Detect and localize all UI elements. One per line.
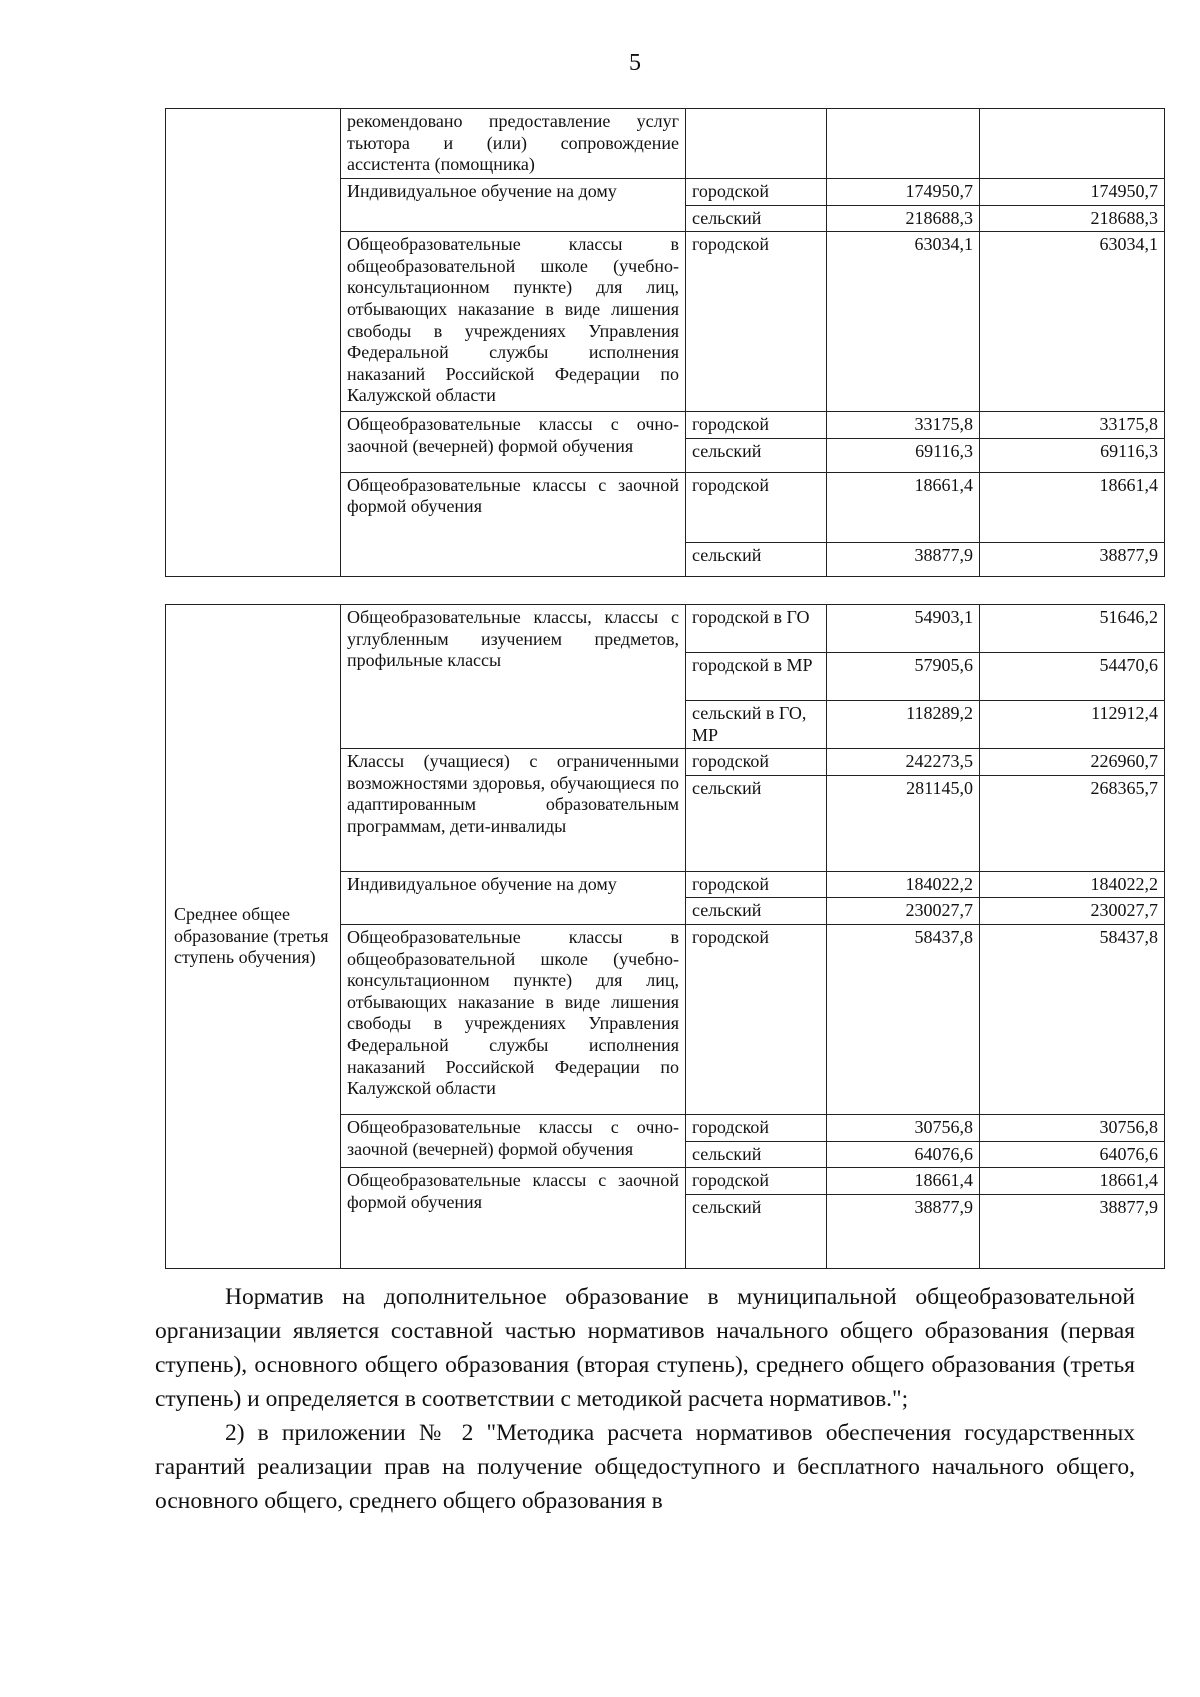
- value-cell: 64076,6: [980, 1141, 1165, 1168]
- value-cell: 33175,8: [980, 412, 1165, 439]
- value-cell: 18661,4: [827, 472, 980, 542]
- row-label: Общеобразовательные классы с заочной формой обучения: [341, 472, 686, 576]
- table-row: [166, 605, 1165, 653]
- table-row: [166, 109, 1165, 179]
- value-cell: 184022,2: [980, 871, 1165, 898]
- value-cell: 18661,4: [827, 1168, 980, 1195]
- row-label: рекомендовано предоставление услуг тьютора и (или) сопровождение ассистента (помощника): [341, 109, 686, 179]
- value-cell: 30756,8: [980, 1114, 1165, 1141]
- value-cell: 118289,2: [827, 701, 980, 749]
- area-type: городской: [686, 871, 827, 898]
- area-type: городской: [686, 232, 827, 412]
- row-label: Общеобразовательные классы, классы с углубленным изучением предметов, профильные классы: [341, 605, 686, 749]
- value-cell: 38877,9: [827, 542, 980, 576]
- area-type: сельский: [686, 898, 827, 925]
- area-type: сельский: [686, 542, 827, 576]
- area-type: сельский: [686, 205, 827, 232]
- row-label: Классы (учащиеся) с ограниченными возможностями здоровья, обучающиеся по адаптированным образовательным программам, дети-инвалиды: [341, 749, 686, 872]
- area-type: городской в МР: [686, 653, 827, 701]
- area-type: городской: [686, 749, 827, 776]
- area-type: городской: [686, 179, 827, 206]
- value-cell: 38877,9: [827, 1194, 980, 1268]
- area-type: городской: [686, 472, 827, 542]
- paragraph-appendix-2: 2) в приложении № 2 "Методика расчета нормативов обеспечения государственных гарантий реализации прав на получение общедоступного и бесплатного начального общего, основного общего, среднего общего образования в: [155, 1420, 1135, 1514]
- value-cell: 38877,9: [980, 542, 1165, 576]
- value-cell: 30756,8: [827, 1114, 980, 1141]
- value-cell: 230027,7: [827, 898, 980, 925]
- value-cell: 33175,8: [827, 412, 980, 439]
- value-cell: 174950,7: [827, 179, 980, 206]
- value-cell: 69116,3: [980, 438, 1165, 472]
- area-type: городской: [686, 1114, 827, 1141]
- value-cell: 268365,7: [980, 775, 1165, 871]
- row-label: Общеобразовательные классы с заочной формой обучения: [341, 1168, 686, 1269]
- value-cell: 54903,1: [827, 605, 980, 653]
- value-cell: 57905,6: [827, 653, 980, 701]
- area-type: городской в ГО: [686, 605, 827, 653]
- row-label: Общеобразовательные классы в общеобразовательной школе (учебно-консультационном пункте) для лиц, отбывающих наказание в виде лишения свободы в учреждениях Управления Федеральной службы исполнения наказаний Российской Федерации по Калужской области: [341, 924, 686, 1114]
- row-label: Общеобразовательные классы с очно-заочной (вечерней) формой обучения: [341, 1114, 686, 1167]
- area-type: сельский в ГО, МР: [686, 701, 827, 749]
- value-cell: 218688,3: [827, 205, 980, 232]
- norms-table: [165, 108, 1165, 577]
- row-label: Общеобразовательные классы в общеобразовательной школе (учебно-консультационном пункте) для лиц, отбывающих наказание в виде лишения свободы в учреждениях Управления Федеральной службы исполнения наказаний Российской Федерации по Калужской области: [341, 232, 686, 412]
- norms-table-block2: [165, 604, 1165, 1269]
- area-type: сельский: [686, 1194, 827, 1268]
- value-cell: 230027,7: [980, 898, 1165, 925]
- area-type: городской: [686, 412, 827, 439]
- value-cell: 18661,4: [980, 1168, 1165, 1195]
- value-cell: 51646,2: [980, 605, 1165, 653]
- page-number: 5: [629, 50, 641, 76]
- value-cell: 58437,8: [980, 924, 1165, 1114]
- value-cell: 63034,1: [827, 232, 980, 412]
- value-cell: 184022,2: [827, 871, 980, 898]
- value-cell: 242273,5: [827, 749, 980, 776]
- value-cell: 226960,7: [980, 749, 1165, 776]
- area-type: сельский: [686, 775, 827, 871]
- value-cell: 63034,1: [980, 232, 1165, 412]
- value-cell: 64076,6: [827, 1141, 980, 1168]
- value-cell: 69116,3: [827, 438, 980, 472]
- area-type: сельский: [686, 438, 827, 472]
- area-type: городской: [686, 924, 827, 1114]
- value-cell: 112912,4: [980, 701, 1165, 749]
- value-cell: 174950,7: [980, 179, 1165, 206]
- body-text: [155, 1280, 1135, 1518]
- value-cell: 54470,6: [980, 653, 1165, 701]
- value-cell: 218688,3: [980, 205, 1165, 232]
- paragraph-additional-education: Норматив на дополнительное образование в муниципальной общеобразовательной организации является составной частью нормативов начального общего образования (первая ступень), основного общего образования (вторая ступень), среднего общего образования (третья ступень) и определяется в соответствии с методикой расчета нормативов.";: [155, 1284, 1135, 1412]
- value-cell: 58437,8: [827, 924, 980, 1114]
- value-cell: 18661,4: [980, 472, 1165, 542]
- area-type: сельский: [686, 1141, 827, 1168]
- row-label: Индивидуальное обучение на дому: [341, 179, 686, 232]
- education-level: Среднее общее образование (третья ступень обучения): [166, 605, 341, 1269]
- value-cell: 38877,9: [980, 1194, 1165, 1268]
- level-cell-empty: [166, 109, 341, 577]
- row-label: Общеобразовательные классы с очно-заочной (вечерней) формой обучения: [341, 412, 686, 473]
- area-type: городской: [686, 1168, 827, 1195]
- value-cell: 281145,0: [827, 775, 980, 871]
- row-label: Индивидуальное обучение на дому: [341, 871, 686, 924]
